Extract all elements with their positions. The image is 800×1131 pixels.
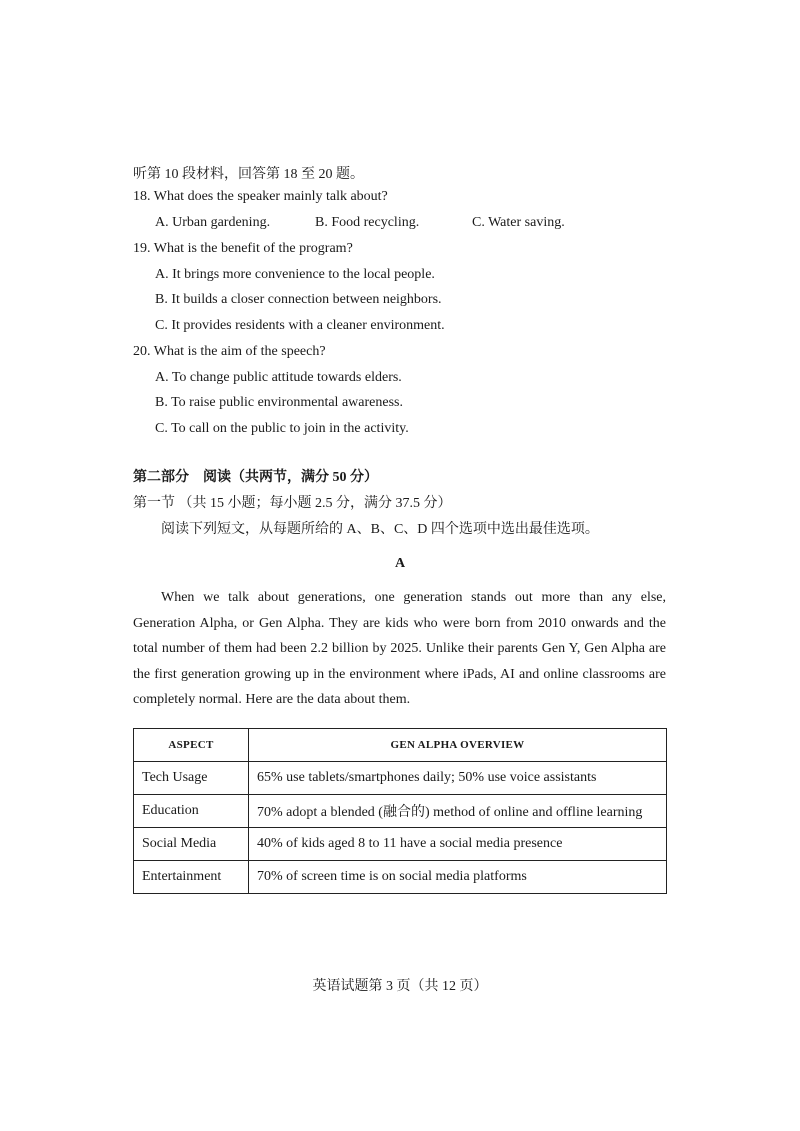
page-footer: 英语试题第 3 页（共 12 页） bbox=[312, 979, 488, 994]
question-19: 19. What is the benefit of the program? bbox=[133, 241, 353, 256]
q19-option-b: B. It builds a closer connection between neighbors. bbox=[155, 292, 442, 307]
table-row bbox=[134, 861, 667, 894]
aspect-cell: Social Media bbox=[134, 828, 249, 861]
table-row bbox=[134, 828, 667, 861]
header-aspect: ASPECT bbox=[134, 729, 249, 762]
question-18: 18. What does the speaker mainly talk about? bbox=[133, 189, 388, 204]
aspect-cell: Tech Usage bbox=[134, 762, 249, 795]
overview-cell: 40% of kids aged 8 to 11 have a social media presence bbox=[249, 828, 667, 861]
question-20: 20. What is the aim of the speech? bbox=[133, 344, 326, 359]
table-row bbox=[134, 795, 667, 828]
table-row bbox=[134, 762, 667, 795]
reading-instruction: 阅读下列短文，从每题所给的 A、B、C、D 四个选项中选出最佳选项。 bbox=[161, 522, 599, 537]
gen-alpha-table bbox=[133, 728, 667, 894]
overview-cell: 70% adopt a blended (融合的) method of online and offline learning bbox=[249, 795, 667, 828]
section1-heading: 第一节 （共 15 小题；每小题 2.5 分，满分 37.5 分） bbox=[133, 496, 452, 511]
q18-option-c: C. Water saving. bbox=[472, 215, 565, 230]
aspect-cell: Education bbox=[134, 795, 249, 828]
aspect-cell: Entertainment bbox=[134, 861, 249, 894]
overview-cell: 65% use tablets/smartphones daily; 50% use voice assistants bbox=[249, 762, 667, 795]
passage-paragraph: When we talk about generations, one generation stands out more than any else, Generation Alpha, or Gen Alpha. They are kids who were born from 2010 onwards and the total number of them had been 2.2 billion by 2025. Unlike their parents Gen Y, Gen Alpha are the first generation growing up in the environment where iPads, AI and online classrooms are completely normal. Here are the data about them. bbox=[133, 590, 666, 707]
q20-option-c: C. To call on the public to join in the activity. bbox=[155, 421, 409, 436]
q19-option-c: C. It provides residents with a cleaner environment. bbox=[155, 318, 445, 333]
q18-option-a: A. Urban gardening. bbox=[155, 215, 271, 230]
overview-cell: 70% of screen time is on social media platforms bbox=[249, 861, 667, 894]
q18-option-b: B. Food recycling. bbox=[315, 215, 420, 230]
part2-heading: 第二部分 阅读（共两节，满分 50 分） bbox=[133, 470, 378, 485]
header-overview: GEN ALPHA OVERVIEW bbox=[249, 729, 667, 762]
listening-instruction: 听第 10 段材料，回答第 18 至 20 题。 bbox=[133, 167, 364, 182]
q20-option-a: A. To change public attitude towards elders. bbox=[155, 370, 402, 385]
q20-option-b: B. To raise public environmental awareness. bbox=[155, 395, 403, 410]
passage-label: A bbox=[394, 556, 406, 571]
q19-option-a: A. It brings more convenience to the local people. bbox=[155, 267, 435, 282]
table-header-row bbox=[134, 729, 667, 762]
